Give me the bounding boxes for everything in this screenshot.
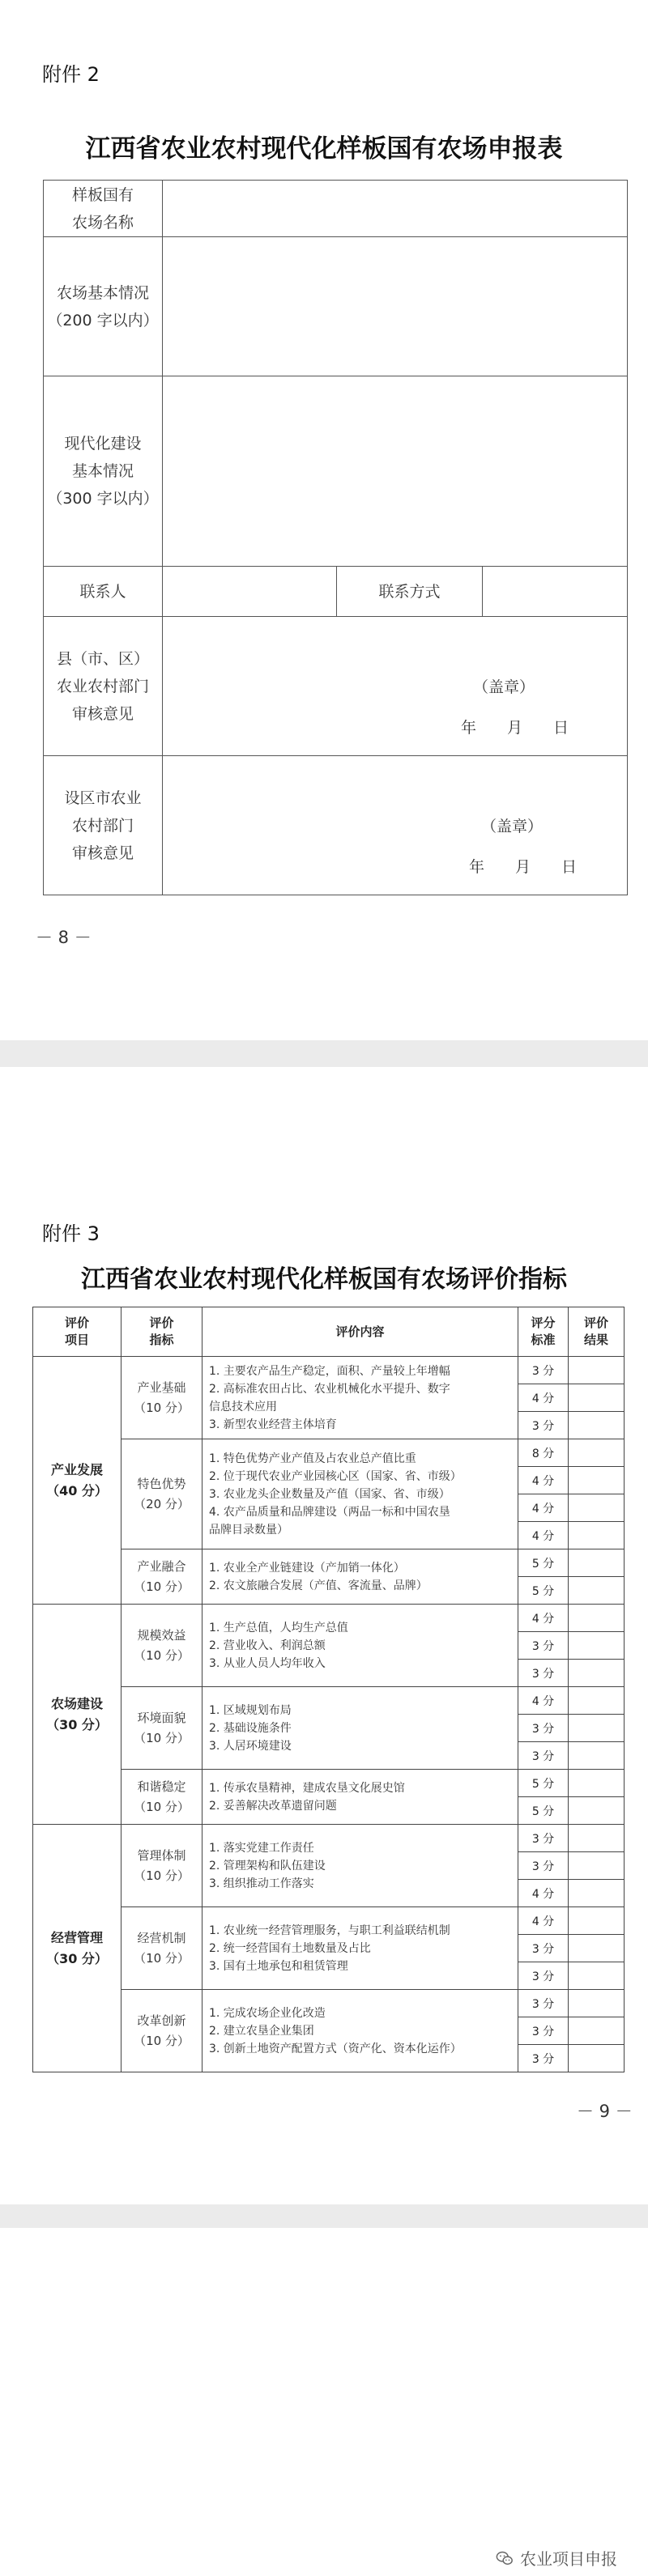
table-row (33, 1605, 625, 1632)
content-industry-base: 1. 主要农产品生产稳定，面积、产量较上年增幅 2. 高标准农田占比、农业机械化水平提升、数字 信息技术应用 3. 新型农业经营主体培育 (202, 1357, 518, 1439)
wechat-icon (496, 2549, 514, 2567)
score-standard: 3 分 (518, 1357, 569, 1384)
contact-person-field[interactable] (163, 567, 337, 617)
annex-label-3: 附件 3 (42, 1222, 100, 1245)
score-standard: 3 分 (518, 1990, 569, 2017)
result-cell[interactable] (569, 1962, 625, 1990)
score-standard: 5 分 (518, 1797, 569, 1825)
indicator-industry-fusion: 产业融合 （10 分） (122, 1549, 202, 1605)
header-content: 评价内容 (202, 1307, 518, 1357)
basic-info-label: 农场基本情况 （200 字以内） (44, 237, 163, 376)
score-standard: 4 分 (518, 1605, 569, 1632)
city-seal-text: （盖章） (481, 818, 544, 835)
contact-method-label: 联系方式 (337, 567, 483, 617)
score-standard: 4 分 (518, 1467, 569, 1494)
indicator-feature-advantage: 特色优势 （20 分） (122, 1439, 202, 1549)
score-standard: 5 分 (518, 1770, 569, 1797)
table-row (33, 1770, 625, 1797)
city-review-label: 设区市农业 农村部门 审核意见 (44, 756, 163, 895)
content-harmony: 1. 传承农垦精神，建成农垦文化展史馆 2. 妥善解决改革遗留问题 (202, 1770, 518, 1825)
project-operation-management: 经营管理 （30 分） (33, 1825, 122, 2072)
project-industry: 产业发展 （40 分） (33, 1357, 122, 1605)
contact-person-label: 联系人 (44, 567, 163, 617)
content-operation-mechanism: 1. 农业统一经营管理服务，与职工利益联结机制 2. 统一经营国有土地数量及占比 3. 国有土地承包和租赁管理 (202, 1907, 518, 1990)
content-feature-advantage: 1. 特色优势产业产值及占农业总产值比重 2. 位于现代农业产业园核心区（国家、省、市级） 3. 农业龙头企业数量及产值（国家、省、市级） 4. 农产品质量和品牌建设（两品一标和中国农垦 品牌目录数量） (202, 1439, 518, 1549)
score-standard: 3 分 (518, 1412, 569, 1439)
farm-name-label: 样板国有 农场名称 (44, 181, 163, 237)
modernization-label: 现代化建设 基本情况 （300 字以内） (44, 376, 163, 567)
result-cell[interactable] (569, 1770, 625, 1797)
watermark-text: 农业项目申报 (520, 2549, 617, 2569)
modernization-field[interactable] (163, 376, 628, 567)
farm-name-field[interactable] (163, 181, 628, 237)
score-standard: 4 分 (518, 1384, 569, 1412)
indicator-management-system: 管理体制 （10 分） (122, 1825, 202, 1907)
result-cell[interactable] (569, 1660, 625, 1687)
score-standard: 3 分 (518, 1660, 569, 1687)
score-standard: 4 分 (518, 1880, 569, 1907)
result-cell[interactable] (569, 1852, 625, 1880)
basic-info-field[interactable] (163, 237, 628, 376)
page-annex-2 (0, 0, 648, 1040)
score-standard: 3 分 (518, 2017, 569, 2045)
score-standard: 5 分 (518, 1549, 569, 1577)
result-cell[interactable] (569, 1494, 625, 1522)
result-cell[interactable] (569, 1439, 625, 1467)
evaluation-title: 江西省农业农村现代化样板国有农场评价指标 (81, 1265, 567, 1294)
watermark (496, 2546, 617, 2570)
table-row (33, 1357, 625, 1384)
result-cell[interactable] (569, 1549, 625, 1577)
header-indicator: 评价 指标 (122, 1307, 202, 1357)
application-form-table (43, 180, 628, 895)
result-cell[interactable] (569, 1384, 625, 1412)
city-date-text: 年 月 日 (469, 858, 578, 876)
score-standard: 3 分 (518, 1962, 569, 1990)
table-row (33, 1549, 625, 1577)
contact-method-field[interactable] (483, 567, 628, 617)
project-farm-construction: 农场建设 （30 分） (33, 1605, 122, 1825)
indicator-reform-innovation: 改革创新 （10 分） (122, 1990, 202, 2072)
county-seal-text: （盖章） (473, 678, 535, 696)
result-cell[interactable] (569, 1577, 625, 1605)
content-environment: 1. 区域规划布局 2. 基础设施条件 3. 人居环境建设 (202, 1687, 518, 1770)
indicator-scale-benefit: 规模效益 （10 分） (122, 1605, 202, 1687)
header-project: 评价 项目 (33, 1307, 122, 1357)
score-standard: 4 分 (518, 1907, 569, 1935)
score-standard: 5 分 (518, 1577, 569, 1605)
result-cell[interactable] (569, 1880, 625, 1907)
table-row (33, 1825, 625, 1852)
indicator-industry-base: 产业基础 （10 分） (122, 1357, 202, 1439)
result-cell[interactable] (569, 1632, 625, 1660)
score-standard: 4 分 (518, 1687, 569, 1715)
county-review-label: 县（市、区） 农业农村部门 审核意见 (44, 617, 163, 756)
result-cell[interactable] (569, 2045, 625, 2072)
indicator-harmony: 和谐稳定 （10 分） (122, 1770, 202, 1825)
result-cell[interactable] (569, 1357, 625, 1384)
score-standard: 3 分 (518, 1715, 569, 1742)
content-scale-benefit: 1. 生产总值，人均生产总值 2. 营业收入、利润总额 3. 从业人员人均年收入 (202, 1605, 518, 1687)
table-row (33, 1990, 625, 2017)
content-industry-fusion: 1. 农业全产业链建设（产加销一体化） 2. 农文旅融合发展（产值、客流量、品牌） (202, 1549, 518, 1605)
table-row (33, 1907, 625, 1935)
document-title: 江西省农业农村现代化样板国有农场申报表 (85, 134, 563, 164)
content-reform-innovation: 1. 完成农场企业化改造 2. 建立农垦企业集团 3. 创新土地资产配置方式（资产化、资本化运作） (202, 1990, 518, 2072)
indicator-environment: 环境面貌 （10 分） (122, 1687, 202, 1770)
content-management-system: 1. 落实党建工作责任 2. 管理架构和队伍建设 3. 组织推动工作落实 (202, 1825, 518, 1907)
score-standard: 4 分 (518, 1494, 569, 1522)
result-cell[interactable] (569, 1935, 625, 1962)
result-cell[interactable] (569, 1605, 625, 1632)
table-row (33, 1439, 625, 1467)
header-result: 评价 结果 (569, 1307, 625, 1357)
page-number: － 8 － (36, 928, 92, 947)
result-cell[interactable] (569, 1687, 625, 1715)
score-standard: 4 分 (518, 1522, 569, 1549)
score-standard: 3 分 (518, 2045, 569, 2072)
result-cell[interactable] (569, 1797, 625, 1825)
result-cell[interactable] (569, 1990, 625, 2017)
result-cell[interactable] (569, 2017, 625, 2045)
result-cell[interactable] (569, 1412, 625, 1439)
result-cell[interactable] (569, 1742, 625, 1770)
result-cell[interactable] (569, 1522, 625, 1549)
county-review-field[interactable] (163, 617, 628, 756)
result-cell[interactable] (569, 1467, 625, 1494)
county-date-text: 年 月 日 (461, 719, 569, 737)
score-standard: 8 分 (518, 1439, 569, 1467)
page-blank (0, 2228, 648, 2576)
header-standard: 评分 标准 (518, 1307, 569, 1357)
score-standard: 3 分 (518, 1632, 569, 1660)
score-standard: 3 分 (518, 1825, 569, 1852)
table-row (33, 1687, 625, 1715)
annex-label: 附件 2 (42, 63, 100, 86)
score-standard: 3 分 (518, 1742, 569, 1770)
result-cell[interactable] (569, 1715, 625, 1742)
city-review-field[interactable] (163, 756, 628, 895)
score-standard: 3 分 (518, 1852, 569, 1880)
evaluation-table (32, 1307, 625, 2072)
header-row (33, 1307, 625, 1357)
page-number-9: － 9 － (577, 2102, 633, 2121)
score-standard: 3 分 (518, 1935, 569, 1962)
indicator-operation-mechanism: 经营机制 （10 分） (122, 1907, 202, 1990)
result-cell[interactable] (569, 1825, 625, 1852)
result-cell[interactable] (569, 1907, 625, 1935)
